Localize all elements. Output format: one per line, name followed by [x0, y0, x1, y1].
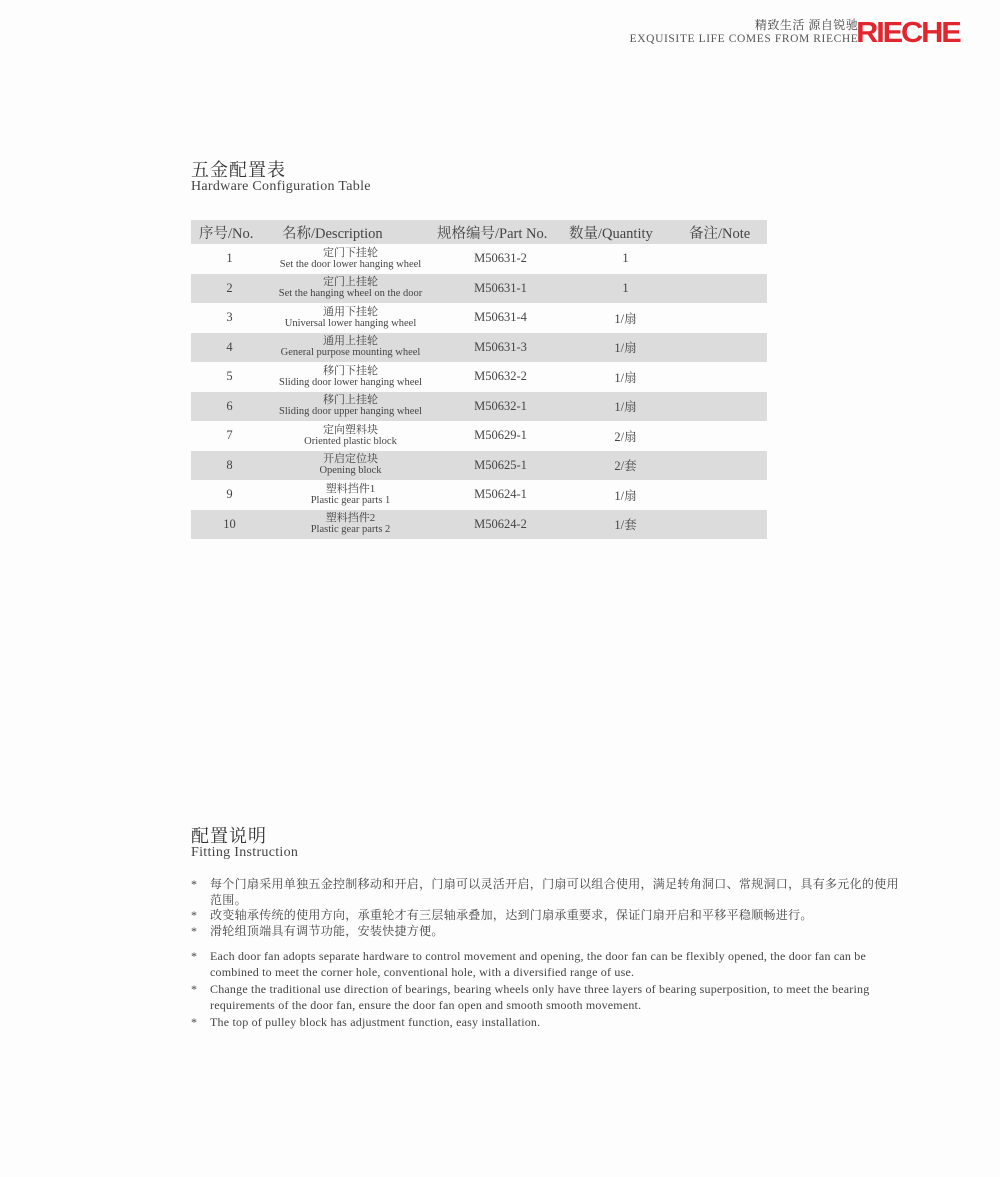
table-row — [191, 451, 767, 481]
cell-quantity: 2/扇 — [614, 429, 637, 444]
cell-quantity: 1 — [622, 251, 629, 266]
instruction-item-cn — [191, 877, 901, 908]
table-row — [191, 333, 767, 363]
cell-description — [268, 362, 433, 392]
fitting-title-en: Fitting Instruction — [191, 845, 299, 860]
description-cn: 通用下挂轮 — [323, 305, 378, 318]
cell-no: 1 — [226, 251, 233, 266]
cell-note — [683, 362, 767, 392]
cell-no: 10 — [191, 510, 268, 540]
cell-no: 8 — [191, 451, 268, 481]
cell-note — [683, 480, 767, 510]
page-header — [630, 18, 960, 48]
cell-quantity: 1/扇 — [614, 488, 637, 503]
description-en: General purpose mounting wheel — [280, 347, 421, 359]
hardware-title-cn: 五金配置表 — [191, 160, 286, 180]
table-row — [191, 303, 767, 333]
cell-quantity: 1/扇 — [614, 311, 637, 326]
instruction-item-en — [191, 1015, 901, 1031]
cell-note — [683, 303, 767, 333]
table-row — [191, 510, 767, 540]
fitting-title-cn: 配置说明 — [191, 826, 267, 846]
slogan — [630, 18, 859, 46]
cell-note — [683, 333, 767, 363]
cell-part-no: M50631-1 — [433, 274, 568, 304]
cell-part-no: M50624-2 — [433, 510, 568, 540]
cell-no: 6 — [191, 392, 268, 422]
description-en: Oriented plastic block — [304, 435, 397, 447]
column-header-description: 名称/Description — [268, 220, 433, 244]
instruction-text: 改变轴承传统的使用方向，承重轮才有三层轴承叠加，达到门扇承重要求，保证门扇开启和平移平稳顺畅进行。 — [210, 908, 813, 922]
description-cn: 塑料挡件2 — [325, 512, 376, 525]
column-header-no: 序号/No. — [191, 220, 268, 244]
description-cn: 定门上挂轮 — [323, 276, 378, 289]
instruction-text: 每个门扇采用单独五金控制移动和开启，门扇可以灵活开启，门扇可以组合使用，满足转角洞口、常规洞口，具有多元化的使用范围。 — [210, 877, 899, 907]
hardware-table — [191, 220, 767, 539]
cell-no: 7 — [226, 428, 233, 443]
description-en: Set the door lower hanging wheel — [279, 258, 422, 270]
table-header-row — [191, 220, 767, 244]
cell-quantity: 1/扇 — [568, 333, 683, 363]
cell-note — [683, 274, 767, 304]
cell-no: 5 — [226, 369, 233, 384]
hardware-title-en: Hardware Configuration Table — [191, 179, 371, 194]
cell-part-no: M50631-4 — [474, 310, 527, 325]
slogan-cn: 精致生活 源自锐驰 — [754, 18, 859, 32]
instruction-item-cn — [191, 924, 901, 940]
description-en: Sliding door upper hanging wheel — [279, 406, 422, 418]
bullet-star: * — [191, 923, 198, 938]
cell-note — [683, 510, 767, 540]
table-row — [191, 480, 767, 510]
cell-part-no: M50629-1 — [474, 428, 527, 443]
cell-note — [683, 244, 767, 274]
table-row — [191, 392, 767, 422]
table-row — [191, 274, 767, 304]
description-cn: 移门上挂轮 — [323, 394, 378, 407]
cell-no: 9 — [226, 487, 233, 502]
bullet-star: * — [191, 877, 198, 891]
instruction-item-en — [191, 982, 901, 1013]
description-cn: 通用上挂轮 — [323, 335, 378, 348]
instruction-text: The top of pulley block has adjustment function, easy installation. — [210, 1015, 541, 1029]
table-row — [191, 362, 767, 392]
cell-quantity: 1/套 — [568, 510, 683, 540]
description-en: Plastic gear parts 1 — [310, 494, 391, 506]
cell-note — [683, 421, 767, 451]
brand-logo: RIECHE — [856, 17, 960, 49]
column-header-quantity: 数量/Quantity — [568, 220, 683, 244]
bullet-star: * — [191, 1015, 198, 1029]
cell-description — [268, 333, 433, 363]
description-cn: 开启定位块 — [323, 453, 378, 466]
cell-description — [268, 244, 433, 274]
cell-part-no: M50624-1 — [474, 487, 527, 502]
bullet-star: * — [191, 908, 198, 922]
description-en: Universal lower hanging wheel — [284, 317, 417, 329]
slogan-en: EXQUISITE LIFE COMES FROM RIECHE — [629, 33, 859, 45]
cell-part-no: M50625-1 — [433, 451, 568, 481]
description-cn: 定向塑料块 — [323, 423, 378, 436]
description-cn: 定门下挂轮 — [323, 246, 378, 259]
instructions-en — [191, 949, 901, 1031]
cell-description — [268, 480, 433, 510]
cell-no: 2 — [191, 274, 268, 304]
bullet-star: * — [191, 982, 198, 996]
description-cn: 移门下挂轮 — [323, 364, 378, 377]
bullet-star: * — [191, 949, 198, 963]
cell-description — [268, 303, 433, 333]
description-cn: 塑料挡件1 — [325, 482, 376, 495]
instructions-cn — [191, 877, 901, 939]
instruction-text: 滑轮组顶端具有调节功能，安装快捷方便。 — [210, 923, 444, 938]
cell-part-no: M50631-3 — [433, 333, 568, 363]
description-en: Opening block — [319, 465, 382, 477]
description-en: Sliding door lower hanging wheel — [279, 376, 422, 388]
cell-part-no: M50632-2 — [474, 369, 527, 384]
instruction-item-cn — [191, 908, 901, 924]
instruction-text: Change the traditional use direction of bearings, bearing wheels only have three layers of bearing superposition, to meet the bearing requirements of the door fan, ensure the door fan open and smooth smooth movement. — [210, 982, 870, 1012]
cell-part-no: M50632-1 — [433, 392, 568, 422]
column-header-part-no: 规格编号/Part No. — [433, 220, 568, 244]
cell-description — [268, 392, 433, 422]
cell-note — [683, 392, 767, 422]
cell-description — [268, 421, 433, 451]
table-row — [191, 421, 767, 451]
cell-no: 4 — [191, 333, 268, 363]
cell-quantity: 1/扇 — [568, 392, 683, 422]
table-row — [191, 244, 767, 274]
description-en: Plastic gear parts 2 — [310, 524, 391, 536]
instruction-text: Each door fan adopts separate hardware to control movement and opening, the door fan can be flexibly opened, the door fan can be combined to meet the corner hole, conventional hole, with a diversified range of use. — [210, 949, 867, 979]
column-header-note: 备注/Note — [683, 220, 767, 244]
cell-description — [268, 274, 433, 304]
instruction-item-en — [191, 949, 901, 980]
description-en: Set the hanging wheel on the door — [278, 288, 423, 300]
cell-note — [683, 451, 767, 481]
cell-quantity: 1/扇 — [614, 370, 637, 385]
cell-part-no: M50631-2 — [474, 251, 527, 266]
cell-description — [268, 510, 433, 540]
cell-no: 3 — [226, 310, 233, 325]
cell-quantity: 2/套 — [568, 451, 683, 481]
cell-description — [268, 451, 433, 481]
cell-quantity: 1 — [568, 274, 683, 304]
